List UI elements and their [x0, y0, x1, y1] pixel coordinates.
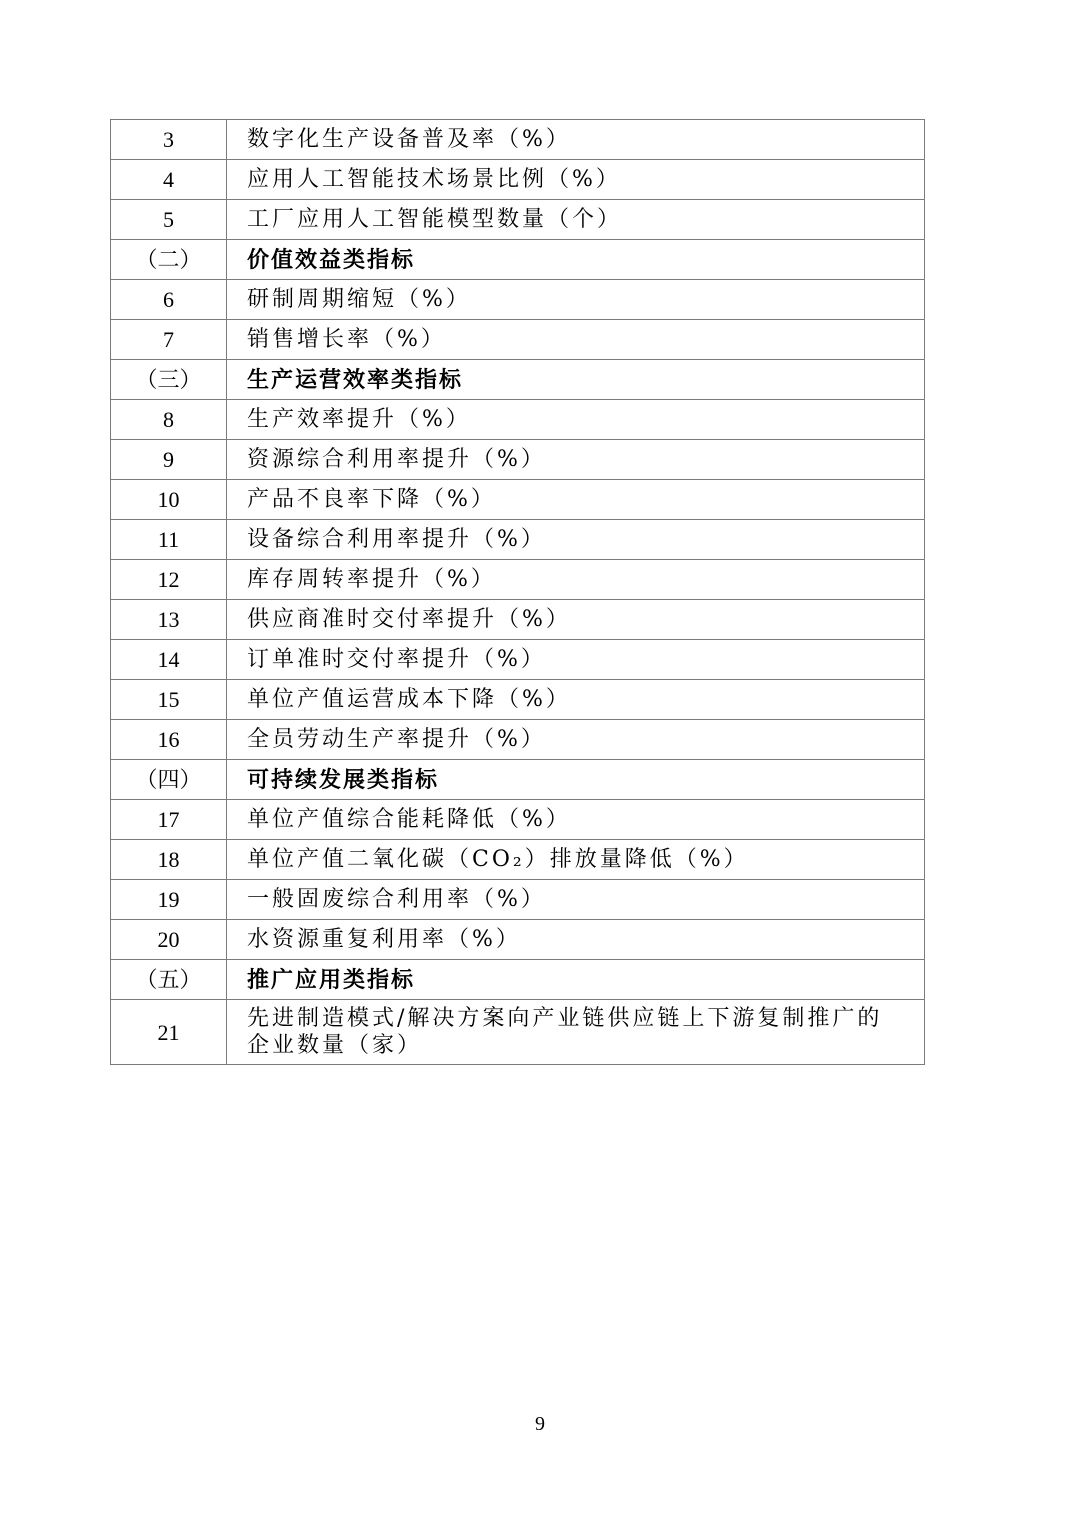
row-number: 8 [111, 400, 227, 440]
row-indicator: 单位产值综合能耗降低（%） [227, 800, 925, 840]
row-number: 18 [111, 840, 227, 880]
section-number: （三） [111, 360, 227, 400]
table-row [111, 280, 925, 320]
row-indicator: 水资源重复利用率（%） [227, 920, 925, 960]
row-number: 13 [111, 600, 227, 640]
table-row [111, 640, 925, 680]
row-number: 5 [111, 200, 227, 240]
row-indicator: 生产效率提升（%） [227, 400, 925, 440]
row-indicator: 研制周期缩短（%） [227, 280, 925, 320]
table-row [111, 800, 925, 840]
table-row [111, 840, 925, 880]
row-indicator: 全员劳动生产率提升（%） [227, 720, 925, 760]
row-indicator: 应用人工智能技术场景比例（%） [227, 160, 925, 200]
row-number: 10 [111, 480, 227, 520]
section-title: 价值效益类指标 [227, 240, 925, 280]
row-number: 19 [111, 880, 227, 920]
table-row [111, 600, 925, 640]
table-row [111, 720, 925, 760]
table-row [111, 160, 925, 200]
row-indicator: 销售增长率（%） [227, 320, 925, 360]
row-indicator: 一般固废综合利用率（%） [227, 880, 925, 920]
row-indicator: 订单准时交付率提升（%） [227, 640, 925, 680]
table-row [111, 1000, 925, 1065]
table-row [111, 120, 925, 160]
row-indicator: 工厂应用人工智能模型数量（个） [227, 200, 925, 240]
row-indicator: 产品不良率下降（%） [227, 480, 925, 520]
section-header-row [111, 360, 925, 400]
section-header-row [111, 240, 925, 280]
row-indicator: 设备综合利用率提升（%） [227, 520, 925, 560]
section-title: 可持续发展类指标 [227, 760, 925, 800]
row-number: 11 [111, 520, 227, 560]
row-number: 12 [111, 560, 227, 600]
row-indicator: 单位产值二氧化碳（CO₂）排放量降低（%） [227, 840, 925, 880]
indicator-table-body [111, 120, 925, 1065]
row-indicator: 先进制造模式/解决方案向产业链供应链上下游复制推广的企业数量（家） [227, 1000, 925, 1065]
row-number: 21 [111, 1000, 227, 1065]
row-number: 14 [111, 640, 227, 680]
section-header-row [111, 960, 925, 1000]
section-header-row [111, 760, 925, 800]
row-indicator: 数字化生产设备普及率（%） [227, 120, 925, 160]
table-row [111, 680, 925, 720]
row-number: 9 [111, 440, 227, 480]
indicator-table [110, 119, 925, 1065]
row-number: 15 [111, 680, 227, 720]
row-indicator: 单位产值运营成本下降（%） [227, 680, 925, 720]
page-number: 9 [535, 1413, 545, 1435]
section-title: 生产运营效率类指标 [227, 360, 925, 400]
section-number: （二） [111, 240, 227, 280]
row-number: 17 [111, 800, 227, 840]
table-row [111, 560, 925, 600]
row-number: 20 [111, 920, 227, 960]
table-row [111, 440, 925, 480]
row-number: 7 [111, 320, 227, 360]
row-indicator: 供应商准时交付率提升（%） [227, 600, 925, 640]
table-row [111, 880, 925, 920]
table-row [111, 200, 925, 240]
table-row [111, 920, 925, 960]
row-number: 16 [111, 720, 227, 760]
table-row [111, 520, 925, 560]
table-row [111, 480, 925, 520]
section-title: 推广应用类指标 [227, 960, 925, 1000]
section-number: （四） [111, 760, 227, 800]
row-indicator: 资源综合利用率提升（%） [227, 440, 925, 480]
section-number: （五） [111, 960, 227, 1000]
row-indicator: 库存周转率提升（%） [227, 560, 925, 600]
row-number: 4 [111, 160, 227, 200]
table-row [111, 320, 925, 360]
row-number: 3 [111, 120, 227, 160]
table-row [111, 400, 925, 440]
row-number: 6 [111, 280, 227, 320]
